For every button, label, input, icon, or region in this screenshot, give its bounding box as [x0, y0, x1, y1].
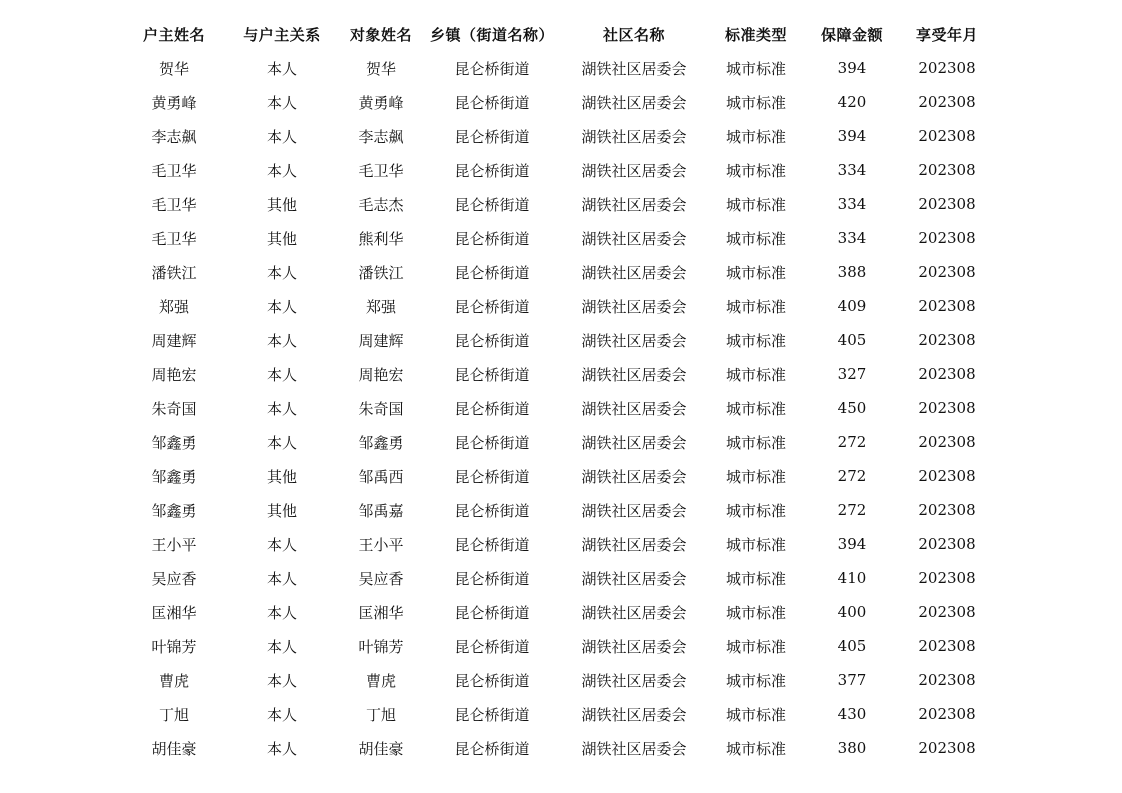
relation-cell: 本人 [266, 603, 297, 622]
benefit-month-cell: 202308 [918, 195, 976, 213]
benefit-amount-cell: 410 [837, 569, 867, 587]
recipient-name-cell: 李志飙 [358, 127, 404, 146]
recipient-name-cell: 丁旭 [365, 705, 396, 724]
relation-cell: 本人 [266, 263, 297, 282]
relation-cell: 本人 [266, 161, 297, 180]
benefit-amount-cell: 377 [837, 671, 867, 689]
table-row [122, 493, 994, 527]
header-row [122, 17, 994, 51]
table-row [122, 697, 994, 731]
standard-type-cell: 城市标准 [725, 535, 786, 554]
benefit-amount-cell: 430 [837, 705, 867, 723]
household-head-name-cell: 叶锦芳 [151, 637, 197, 656]
township-cell: 昆仑桥街道 [454, 501, 530, 520]
recipient-name-cell: 黄勇峰 [358, 93, 404, 112]
household-head-name-cell: 毛卫华 [151, 161, 197, 180]
header-standard-type: 标准类型 [724, 25, 787, 44]
township-cell: 昆仑桥街道 [454, 433, 530, 452]
community-cell: 湖铁社区居委会 [581, 399, 687, 418]
community-cell: 湖铁社区居委会 [581, 501, 687, 520]
community-cell: 湖铁社区居委会 [581, 161, 687, 180]
table-body [122, 51, 994, 765]
table-row [122, 289, 994, 323]
benefit-month-cell: 202308 [918, 297, 976, 315]
benefit-month-cell: 202308 [918, 127, 976, 145]
table-row [122, 323, 994, 357]
recipient-name-cell: 贺华 [365, 59, 396, 78]
benefit-amount-cell: 450 [837, 399, 867, 417]
community-cell: 湖铁社区居委会 [581, 535, 687, 554]
relation-cell: 本人 [266, 127, 297, 146]
relation-cell: 本人 [266, 569, 297, 588]
header-township-street: 乡镇（街道名称） [429, 25, 554, 44]
recipient-name-cell: 郑强 [365, 297, 396, 316]
township-cell: 昆仑桥街道 [454, 297, 530, 316]
benefit-amount-cell: 334 [837, 229, 867, 247]
household-head-name-cell: 邹鑫勇 [151, 501, 197, 520]
benefit-month-cell: 202308 [918, 161, 976, 179]
benefit-amount-cell: 388 [837, 263, 867, 281]
recipient-name-cell: 王小平 [358, 535, 404, 554]
benefit-amount-cell: 405 [837, 331, 867, 349]
benefit-amount-cell: 394 [837, 535, 867, 553]
township-cell: 昆仑桥街道 [454, 637, 530, 656]
township-cell: 昆仑桥街道 [454, 365, 530, 384]
recipient-name-cell: 熊利华 [358, 229, 404, 248]
community-cell: 湖铁社区居委会 [581, 229, 687, 248]
benefit-month-cell: 202308 [918, 501, 976, 519]
benefit-month-cell: 202308 [918, 705, 976, 723]
household-head-name-cell: 郑强 [158, 297, 189, 316]
community-cell: 湖铁社区居委会 [581, 467, 687, 486]
benefit-amount-cell: 327 [837, 365, 867, 383]
community-cell: 湖铁社区居委会 [581, 433, 687, 452]
township-cell: 昆仑桥街道 [454, 467, 530, 486]
community-cell: 湖铁社区居委会 [581, 93, 687, 112]
header-benefit-amount: 保障金额 [820, 25, 883, 44]
relation-cell: 本人 [266, 297, 297, 316]
relation-cell: 本人 [266, 671, 297, 690]
table-row [122, 85, 994, 119]
household-head-name-cell: 黄勇峰 [151, 93, 197, 112]
table-row [122, 527, 994, 561]
recipient-name-cell: 潘铁江 [358, 263, 404, 282]
benefit-amount-cell: 394 [837, 59, 867, 77]
township-cell: 昆仑桥街道 [454, 127, 530, 146]
recipient-name-cell: 邹鑫勇 [358, 433, 404, 452]
benefit-month-cell: 202308 [918, 399, 976, 417]
standard-type-cell: 城市标准 [725, 195, 786, 214]
standard-type-cell: 城市标准 [725, 161, 786, 180]
table-row [122, 357, 994, 391]
standard-type-cell: 城市标准 [725, 433, 786, 452]
standard-type-cell: 城市标准 [725, 705, 786, 724]
benefit-amount-cell: 409 [837, 297, 867, 315]
recipient-name-cell: 匡湘华 [358, 603, 404, 622]
table-row [122, 731, 994, 765]
benefit-amount-cell: 334 [837, 161, 867, 179]
table-row [122, 425, 994, 459]
standard-type-cell: 城市标准 [725, 229, 786, 248]
household-head-name-cell: 匡湘华 [151, 603, 197, 622]
community-cell: 湖铁社区居委会 [581, 671, 687, 690]
benefit-month-cell: 202308 [918, 739, 976, 757]
header-relation-to-head: 与户主关系 [243, 25, 321, 44]
community-cell: 湖铁社区居委会 [581, 739, 687, 758]
header-recipient-name: 对象姓名 [349, 25, 412, 44]
standard-type-cell: 城市标准 [725, 501, 786, 520]
benefit-amount-cell: 272 [837, 501, 867, 519]
benefit-month-cell: 202308 [918, 671, 976, 689]
recipient-name-cell: 朱奇国 [358, 399, 404, 418]
table-row [122, 119, 994, 153]
household-head-name-cell: 朱奇国 [151, 399, 197, 418]
relation-cell: 本人 [266, 535, 297, 554]
relation-cell: 本人 [266, 399, 297, 418]
township-cell: 昆仑桥街道 [454, 603, 530, 622]
benefit-amount-cell: 380 [837, 739, 867, 757]
recipient-name-cell: 曹虎 [365, 671, 396, 690]
standard-type-cell: 城市标准 [725, 263, 786, 282]
community-cell: 湖铁社区居委会 [581, 127, 687, 146]
recipient-name-cell: 叶锦芳 [358, 637, 404, 656]
benefit-month-cell: 202308 [918, 637, 976, 655]
benefit-month-cell: 202308 [918, 59, 976, 77]
community-cell: 湖铁社区居委会 [581, 705, 687, 724]
recipient-name-cell: 毛卫华 [358, 161, 404, 180]
benefit-month-cell: 202308 [918, 569, 976, 587]
community-cell: 湖铁社区居委会 [581, 637, 687, 656]
benefit-amount-cell: 405 [837, 637, 867, 655]
benefit-month-cell: 202308 [918, 229, 976, 247]
recipient-name-cell: 周艳宏 [358, 365, 404, 384]
benefit-month-cell: 202308 [918, 467, 976, 485]
standard-type-cell: 城市标准 [725, 467, 786, 486]
relation-cell: 其他 [266, 229, 297, 248]
recipient-name-cell: 毛志杰 [358, 195, 404, 214]
community-cell: 湖铁社区居委会 [581, 365, 687, 384]
community-cell: 湖铁社区居委会 [581, 263, 687, 282]
benefit-month-cell: 202308 [918, 433, 976, 451]
recipient-name-cell: 周建辉 [358, 331, 404, 350]
benefit-amount-cell: 420 [837, 93, 867, 111]
community-cell: 湖铁社区居委会 [581, 603, 687, 622]
community-cell: 湖铁社区居委会 [581, 297, 687, 316]
household-head-name-cell: 丁旭 [158, 705, 189, 724]
township-cell: 昆仑桥街道 [454, 671, 530, 690]
household-head-name-cell: 曹虎 [158, 671, 189, 690]
standard-type-cell: 城市标准 [725, 569, 786, 588]
township-cell: 昆仑桥街道 [454, 331, 530, 350]
township-cell: 昆仑桥街道 [454, 739, 530, 758]
township-cell: 昆仑桥街道 [454, 535, 530, 554]
recipient-name-cell: 邹禹西 [358, 467, 404, 486]
household-head-name-cell: 周艳宏 [151, 365, 197, 384]
benefit-month-cell: 202308 [918, 93, 976, 111]
relation-cell: 其他 [266, 501, 297, 520]
benefit-amount-cell: 394 [837, 127, 867, 145]
household-head-name-cell: 周建辉 [151, 331, 197, 350]
household-head-name-cell: 贺华 [158, 59, 189, 78]
household-head-name-cell: 李志飙 [151, 127, 197, 146]
township-cell: 昆仑桥街道 [454, 705, 530, 724]
header-household-head-name: 户主姓名 [142, 25, 205, 44]
table-row [122, 595, 994, 629]
benefit-amount-cell: 334 [837, 195, 867, 213]
township-cell: 昆仑桥街道 [454, 59, 530, 78]
benefit-month-cell: 202308 [918, 535, 976, 553]
relation-cell: 本人 [266, 93, 297, 112]
standard-type-cell: 城市标准 [725, 127, 786, 146]
benefit-amount-cell: 400 [837, 603, 867, 621]
township-cell: 昆仑桥街道 [454, 195, 530, 214]
community-cell: 湖铁社区居委会 [581, 59, 687, 78]
standard-type-cell: 城市标准 [725, 603, 786, 622]
header-community-name: 社区名称 [602, 25, 665, 44]
table-row [122, 221, 994, 255]
relation-cell: 其他 [266, 195, 297, 214]
table-row [122, 153, 994, 187]
recipient-name-cell: 吴应香 [358, 569, 404, 588]
table-row [122, 663, 994, 697]
household-head-name-cell: 毛卫华 [151, 229, 197, 248]
recipient-name-cell: 胡佳豪 [358, 739, 404, 758]
table-row [122, 51, 994, 85]
standard-type-cell: 城市标准 [725, 365, 786, 384]
table-row [122, 561, 994, 595]
township-cell: 昆仑桥街道 [454, 399, 530, 418]
standard-type-cell: 城市标准 [725, 399, 786, 418]
table-row [122, 187, 994, 221]
benefit-month-cell: 202308 [918, 365, 976, 383]
benefit-month-cell: 202308 [918, 263, 976, 281]
table-row [122, 255, 994, 289]
township-cell: 昆仑桥街道 [454, 263, 530, 282]
household-head-name-cell: 潘铁江 [151, 263, 197, 282]
standard-type-cell: 城市标准 [725, 637, 786, 656]
relation-cell: 本人 [266, 331, 297, 350]
household-head-name-cell: 王小平 [151, 535, 197, 554]
relation-cell: 本人 [266, 59, 297, 78]
household-head-name-cell: 邹鑫勇 [151, 433, 197, 452]
household-head-name-cell: 毛卫华 [151, 195, 197, 214]
table-row [122, 459, 994, 493]
standard-type-cell: 城市标准 [725, 93, 786, 112]
table-row [122, 391, 994, 425]
benefit-month-cell: 202308 [918, 331, 976, 349]
community-cell: 湖铁社区居委会 [581, 331, 687, 350]
benefit-amount-cell: 272 [837, 433, 867, 451]
standard-type-cell: 城市标准 [725, 297, 786, 316]
community-cell: 湖铁社区居委会 [581, 195, 687, 214]
relation-cell: 本人 [266, 365, 297, 384]
benefit-amount-cell: 272 [837, 467, 867, 485]
relation-cell: 本人 [266, 637, 297, 656]
township-cell: 昆仑桥街道 [454, 93, 530, 112]
relation-cell: 本人 [266, 739, 297, 758]
recipient-name-cell: 邹禹嘉 [358, 501, 404, 520]
standard-type-cell: 城市标准 [725, 739, 786, 758]
standard-type-cell: 城市标准 [725, 331, 786, 350]
township-cell: 昆仑桥街道 [454, 161, 530, 180]
relation-cell: 其他 [266, 467, 297, 486]
relation-cell: 本人 [266, 705, 297, 724]
household-head-name-cell: 胡佳豪 [151, 739, 197, 758]
township-cell: 昆仑桥街道 [454, 569, 530, 588]
household-head-name-cell: 邹鑫勇 [151, 467, 197, 486]
community-cell: 湖铁社区居委会 [581, 569, 687, 588]
benefit-roster-table [122, 17, 994, 765]
benefit-month-cell: 202308 [918, 603, 976, 621]
header-benefit-month: 享受年月 [915, 25, 978, 44]
township-cell: 昆仑桥街道 [454, 229, 530, 248]
relation-cell: 本人 [266, 433, 297, 452]
standard-type-cell: 城市标准 [725, 59, 786, 78]
table-header [122, 17, 994, 51]
household-head-name-cell: 吴应香 [151, 569, 197, 588]
standard-type-cell: 城市标准 [725, 671, 786, 690]
table-row [122, 629, 994, 663]
